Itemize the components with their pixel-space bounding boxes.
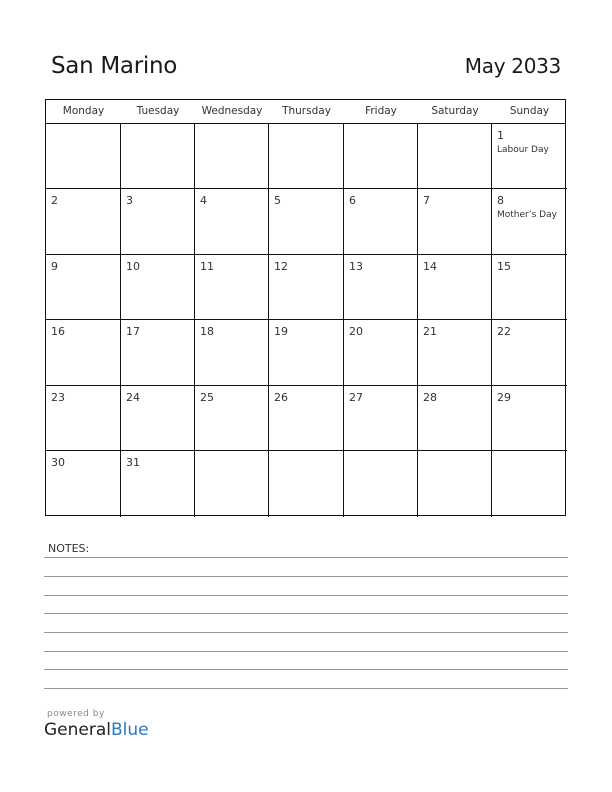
note-line [44, 632, 568, 633]
day-cell [418, 255, 492, 320]
day-number: 25 [200, 391, 214, 404]
day-number: 14 [423, 260, 437, 273]
day-cell [46, 189, 121, 255]
note-line [44, 557, 568, 558]
day-number: 28 [423, 391, 437, 404]
generalblue-logo [44, 720, 149, 740]
day-number: 29 [497, 391, 511, 404]
day-cell [269, 255, 344, 320]
day-cell [195, 451, 269, 517]
day-cell [121, 255, 195, 320]
day-number: 6 [349, 194, 356, 207]
day-number: 23 [51, 391, 65, 404]
day-number: 21 [423, 325, 437, 338]
day-cell [418, 386, 492, 451]
day-cell [195, 255, 269, 320]
day-number: 31 [126, 456, 140, 469]
day-number: 26 [274, 391, 288, 404]
day-cell [492, 451, 567, 517]
day-cell [195, 386, 269, 451]
note-line [44, 669, 568, 670]
day-cell [46, 386, 121, 451]
day-cell [492, 189, 567, 255]
day-cell [492, 386, 567, 451]
weekday-wednesday: Wednesday [201, 105, 263, 117]
day-cell [418, 320, 492, 386]
day-cell [121, 189, 195, 255]
weekday-saturday: Saturday [431, 105, 479, 117]
day-number: 13 [349, 260, 363, 273]
day-number: 16 [51, 325, 65, 338]
calendar-grid [45, 99, 566, 516]
day-cell [46, 451, 121, 517]
day-number: 19 [274, 325, 288, 338]
weekday-header-row [46, 100, 565, 124]
day-cell [121, 386, 195, 451]
day-cell [121, 451, 195, 517]
day-cell [492, 320, 567, 386]
weekday-thursday: Thursday [282, 105, 331, 117]
day-number: 3 [126, 194, 133, 207]
day-number: 4 [200, 194, 207, 207]
day-cell [492, 255, 567, 320]
day-cell [344, 124, 418, 189]
day-cell [121, 124, 195, 189]
brand-general: General [44, 720, 111, 740]
notes-label: NOTES: [48, 542, 90, 555]
day-cell [46, 124, 121, 189]
day-cell [46, 320, 121, 386]
day-number: 2 [51, 194, 58, 207]
day-number: 27 [349, 391, 363, 404]
day-number: 30 [51, 456, 65, 469]
holiday-label: Mother’s Day [497, 210, 557, 220]
note-line [44, 688, 568, 689]
weekday-monday: Monday [62, 105, 105, 117]
day-cell [121, 320, 195, 386]
day-cell [269, 386, 344, 451]
day-cell [269, 451, 344, 517]
day-cell [195, 124, 269, 189]
day-cell [269, 189, 344, 255]
day-number: 1 [497, 129, 504, 142]
note-line [44, 651, 568, 652]
day-number: 15 [497, 260, 511, 273]
day-number: 12 [274, 260, 288, 273]
day-cell [195, 189, 269, 255]
day-number: 9 [51, 260, 58, 273]
day-number: 22 [497, 325, 511, 338]
weekday-sunday: Sunday [509, 105, 550, 117]
weekday-friday: Friday [365, 105, 397, 117]
day-cell [344, 386, 418, 451]
day-number: 11 [200, 260, 214, 273]
day-cell [195, 320, 269, 386]
day-cell [492, 124, 567, 189]
day-cell [418, 189, 492, 255]
day-number: 18 [200, 325, 214, 338]
note-line [44, 576, 568, 577]
day-number: 10 [126, 260, 140, 273]
note-line [44, 595, 568, 596]
holiday-label: Labour Day [497, 145, 549, 155]
country-title: San Marino [51, 53, 178, 79]
day-number: 5 [274, 194, 281, 207]
day-cell [418, 451, 492, 517]
brand-blue: Blue [111, 720, 149, 740]
day-number: 17 [126, 325, 140, 338]
day-cell [269, 124, 344, 189]
day-cell [344, 451, 418, 517]
day-number: 20 [349, 325, 363, 338]
day-cell [46, 255, 121, 320]
day-cell [344, 189, 418, 255]
day-number: 24 [126, 391, 140, 404]
powered-by-text: powered by [47, 709, 105, 719]
day-cell [344, 320, 418, 386]
weekday-tuesday: Tuesday [136, 105, 180, 117]
day-number: 8 [497, 194, 504, 207]
day-cell [344, 255, 418, 320]
day-number: 7 [423, 194, 430, 207]
note-line [44, 613, 568, 614]
day-cell [269, 320, 344, 386]
month-year-title: May 2033 [464, 54, 561, 78]
day-cell [418, 124, 492, 189]
